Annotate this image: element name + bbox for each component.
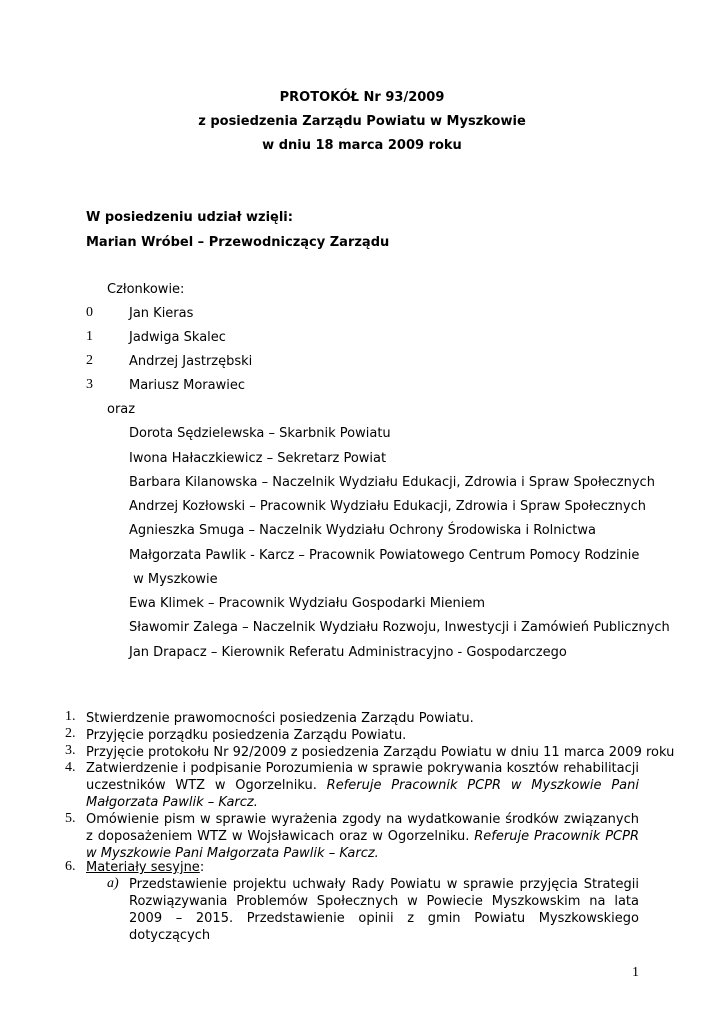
agenda-item-body: Omówienie pism w sprawie wyrażenia zgody na wydatkowanie środków związanych z doposażeniem WTZ w Wojsławicach oraz w Ogorzelniku.: [86, 812, 639, 844]
participant-line: w Myszkowie: [129, 572, 218, 587]
agenda-item-text: Przyjęcie protokołu Nr 92/2009 z posiedzenia Zarządu Powiatu w dniu 11 marca 2009 roku: [86, 745, 675, 760]
sub-item-text: Przedstawienie projektu uchwały Rady Powiatu w sprawie przyjęcia Strategii Rozwiązywania Problemów Społecznych w Powiecie Myszkowskim na lata 2009 – 2015. Przedstawienie opinii z gmin Powiatu Myszkowskiego dotyczących: [129, 877, 639, 943]
agenda-item-presenter: Referuje Pracownik PCPR w Myszkowie Pani Małgorzata Pawlik – Karcz.: [86, 829, 639, 861]
member-name: Jan Kieras: [129, 306, 194, 321]
agenda-number: 1.: [65, 709, 76, 724]
document-subtitle: z posiedzenia Zarządu Powiatu w Myszkowie: [198, 114, 526, 129]
oraz-label: oraz: [107, 402, 136, 417]
agenda-number: 6.: [65, 859, 76, 874]
agenda-number: 4.: [65, 760, 76, 775]
agenda-item-body: Zatwierdzenie i podpisanie Porozumienia w sprawie pokrywania kosztów rehabilitacji uczestników WTZ w Ogorzelniku.: [86, 761, 639, 793]
agenda-number: 2.: [65, 726, 76, 741]
members-label: Członkowie:: [107, 282, 185, 297]
member-number: 1: [86, 329, 93, 344]
agenda-item-text: [86, 811, 639, 862]
sub-item-letter: a): [107, 876, 119, 891]
participant-line: Jan Drapacz – Kierownik Referatu Administracyjno - Gospodarczego: [129, 645, 567, 660]
agenda-number: 5.: [65, 811, 76, 826]
member-number: 3: [86, 377, 93, 392]
participants-chair: Marian Wróbel – Przewodniczący Zarządu: [86, 235, 390, 250]
agenda-item-presenter: Referuje Pracownik PCPR w Myszkowie Pani Małgorzata Pawlik – Karcz.: [86, 778, 639, 810]
participant-line: Ewa Klimek – Pracownik Wydziału Gospodarki Mieniem: [129, 596, 486, 611]
document-date: w dniu 18 marca 2009 roku: [262, 138, 462, 153]
participant-line: Dorota Sędzielewska – Skarbnik Powiatu: [129, 426, 391, 441]
document-title: PROTOKÓŁ Nr 93/2009: [279, 90, 445, 105]
participant-line: Andrzej Kozłowski – Pracownik Wydziału Edukacji, Zdrowia i Spraw Społecznych: [129, 499, 646, 514]
participant-line: Sławomir Zalega – Naczelnik Wydziału Rozwoju, Inwestycji i Zamówień Publicznych: [129, 620, 670, 635]
agenda-number: 3.: [65, 743, 76, 758]
participant-line: Agnieszka Smuga – Naczelnik Wydziału Ochrony Środowiska i Rolnictwa: [129, 523, 596, 538]
agenda-item-body: Materiały sesyjne: [86, 860, 200, 875]
agenda-item-text: Przyjęcie porządku posiedzenia Zarządu Powiatu.: [86, 728, 407, 743]
agenda-item-suffix: :: [199, 860, 205, 875]
member-number: 0: [86, 305, 93, 320]
participant-line: Barbara Kilanowska – Naczelnik Wydziału Edukacji, Zdrowia i Spraw Społecznych: [129, 475, 655, 490]
member-name: Jadwiga Skalec: [129, 330, 226, 345]
agenda-item-text: Stwierdzenie prawomocności posiedzenia Zarządu Powiatu.: [86, 711, 474, 726]
participant-line: Iwona Hałaczkiewicz – Sekretarz Powiat: [129, 451, 387, 466]
member-name: Mariusz Morawiec: [129, 378, 245, 393]
participant-line: Małgorzata Pawlik - Karcz – Pracownik Powiatowego Centrum Pomocy Rodzinie: [129, 548, 640, 563]
agenda-item-text: [86, 760, 639, 811]
member-number: 2: [86, 353, 93, 368]
member-name: Andrzej Jastrzębski: [129, 354, 253, 369]
agenda-item-text: [86, 859, 204, 876]
participants-intro: W posiedzeniu udział wzięli:: [86, 210, 293, 225]
page-number: 1: [632, 965, 639, 980]
